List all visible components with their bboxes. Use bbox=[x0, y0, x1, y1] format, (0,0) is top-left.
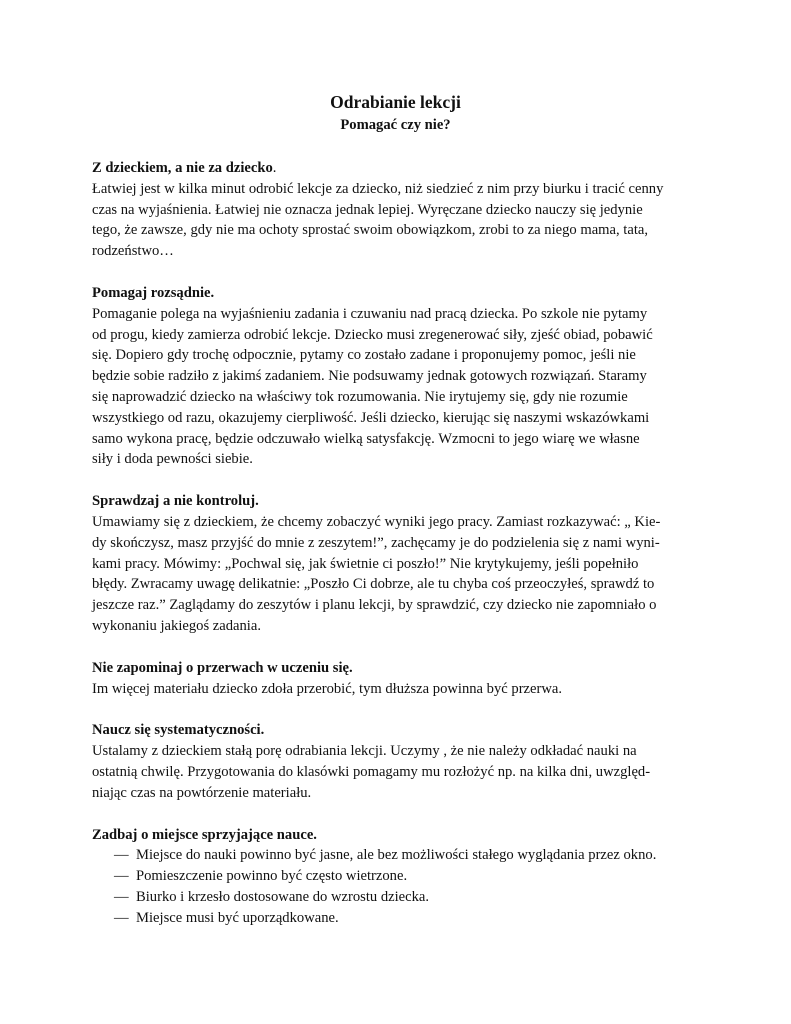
paragraph-line: Pomaganie polega na wyjaśnieniu zadania i czuwaniu nad pracą dziecka. Po szkole nie pytamy bbox=[92, 305, 648, 322]
paragraph-line: niając czas na powtórzenie materiału. bbox=[92, 784, 312, 801]
paragraph-line: Im więcej materiału dziecko zdoła przerobić, tym dłuższa powinna być przerwa. bbox=[92, 680, 563, 697]
paragraph-line: jeszcze raz.” Zaglądamy do zeszytów i planu lekcji, by sprawdzić, czy dziecko nie zapomniało o bbox=[92, 597, 657, 614]
paragraph-line: Łatwiej jest w kilka minut odrobić lekcje za dziecko, niż siedzieć z nim przy biurku i tracić cenny bbox=[92, 180, 664, 197]
section-heading-line bbox=[92, 283, 699, 304]
section-heading-suffix: . bbox=[272, 160, 277, 176]
paragraph-line: samo wykona pracę, będzie odczuwało wielką satysfakcję. Wzmocni to jego wiarę we własne bbox=[92, 430, 640, 447]
section-heading: Pomagaj rozsądnie. bbox=[92, 284, 215, 301]
bullet-text: Miejsce musi być uporządkowane. bbox=[136, 909, 339, 926]
paragraph-line: dy skończysz, masz przyjść do mnie z zeszytem!”, zachęcamy je do podzielenia się z nami wyni- bbox=[92, 534, 660, 551]
section bbox=[92, 283, 699, 470]
bullet-item bbox=[92, 866, 699, 887]
dash-bullet-icon: — bbox=[114, 868, 129, 885]
section bbox=[92, 720, 699, 803]
bullet-list bbox=[92, 845, 699, 928]
paragraph-line: Ustalamy z dzieckiem stałą porę odrabiania lekcji. Uczymy , że nie należy odkładać nauki na bbox=[92, 743, 637, 760]
bullet-text: Pomieszczenie powinno być często wietrzone. bbox=[136, 868, 408, 885]
bullet-text: Biurko i krzesło dostosowane do wzrostu dziecka. bbox=[136, 888, 430, 905]
section bbox=[92, 825, 699, 929]
section-heading: Nie zapominaj o przerwach w uczeniu się. bbox=[92, 659, 353, 676]
section-heading-line bbox=[92, 158, 699, 179]
document-title: Odrabianie lekcji bbox=[330, 92, 461, 112]
section-heading: Zadbaj o miejsce sprzyjające nauce. bbox=[92, 826, 317, 843]
paragraph-line: kami pracy. Mówimy: „Pochwal się, jak świetnie ci poszło!” Nie krytykujemy, jeśli popełniło bbox=[92, 555, 639, 572]
paragraph-line: będzie sobie radziło z jakimś zadaniem. Nie podsuwamy jednak gotowych rozwiązań. Staramy bbox=[92, 368, 647, 385]
section bbox=[92, 491, 699, 637]
document-subtitle: Pomagać czy nie? bbox=[340, 117, 451, 133]
paragraph-line: rodzeństwo… bbox=[92, 243, 174, 260]
bullet-item bbox=[92, 908, 699, 929]
paragraph-line: się naprowadzić dziecko na właściwy tok rozumowania. Nie irytujemy się, gdy nie rozumie bbox=[92, 388, 628, 405]
paragraph-line: Umawiamy się z dzieckiem, że chcemy zobaczyć wyniki jego pracy. Zamiast rozkazywać: „ Kie- bbox=[92, 513, 661, 530]
paragraph-line: tego, że zawsze, gdy nie ma ochoty sprostać swoim obowiązkom, zrobi to za niego mama, tata, bbox=[92, 222, 649, 239]
dash-bullet-icon: — bbox=[114, 847, 129, 864]
paragraph-line: błędy. Zwracamy uwagę delikatnie: „Poszło Ci dobrze, ale tu chyba coś przeoczyłeś, sprawdź to bbox=[92, 576, 655, 593]
section-heading-line bbox=[92, 825, 699, 846]
dash-bullet-icon: — bbox=[114, 888, 129, 905]
document-body bbox=[92, 158, 699, 929]
section-heading-line bbox=[92, 658, 699, 679]
section-heading: Sprawdzaj a nie kontroluj. bbox=[92, 493, 259, 510]
dash-bullet-icon: — bbox=[114, 909, 129, 926]
paragraph-line: wykonaniu jakiegoś zadania. bbox=[92, 617, 261, 634]
paragraph-line: ostatnią chwilę. Przygotowania do klasówki pomagamy mu rozłożyć np. na kilka dni, uwzględ- bbox=[92, 763, 651, 780]
section bbox=[92, 158, 699, 262]
section-heading-line bbox=[92, 720, 699, 741]
paragraph-line: wszystkiego od razu, okazujemy cierpliwość. Jeśli dziecko, kierując się naszymi wskazówkami bbox=[92, 409, 650, 426]
paragraph-line: się. Dopiero gdy trochę odpocznie, pytamy co zostało zadane i proponujemy pomoc, jeśli nie bbox=[92, 347, 636, 364]
section-heading-line bbox=[92, 491, 699, 512]
bullet-item bbox=[92, 845, 699, 866]
section-heading: Naucz się systematyczności. bbox=[92, 722, 265, 739]
bullet-item bbox=[92, 887, 699, 908]
section bbox=[92, 658, 699, 700]
paragraph-line: od progu, kiedy zamierza odrobić lekcje. Dziecko musi zregenerować siły, zjeść obiad, pobawić bbox=[92, 326, 653, 343]
section-heading: Z dzieckiem, a nie za dziecko bbox=[92, 160, 273, 176]
paragraph-line: czas na wyjaśnienia. Łatwiej nie oznacza jednak lepiej. Wyręczane dziecko nauczy się jedynie bbox=[92, 201, 643, 218]
paragraph-line: siły i doda pewności siebie. bbox=[92, 451, 253, 468]
bullet-text: Miejsce do nauki powinno być jasne, ale bez możliwości stałego wyglądania przez okno. bbox=[136, 847, 657, 864]
